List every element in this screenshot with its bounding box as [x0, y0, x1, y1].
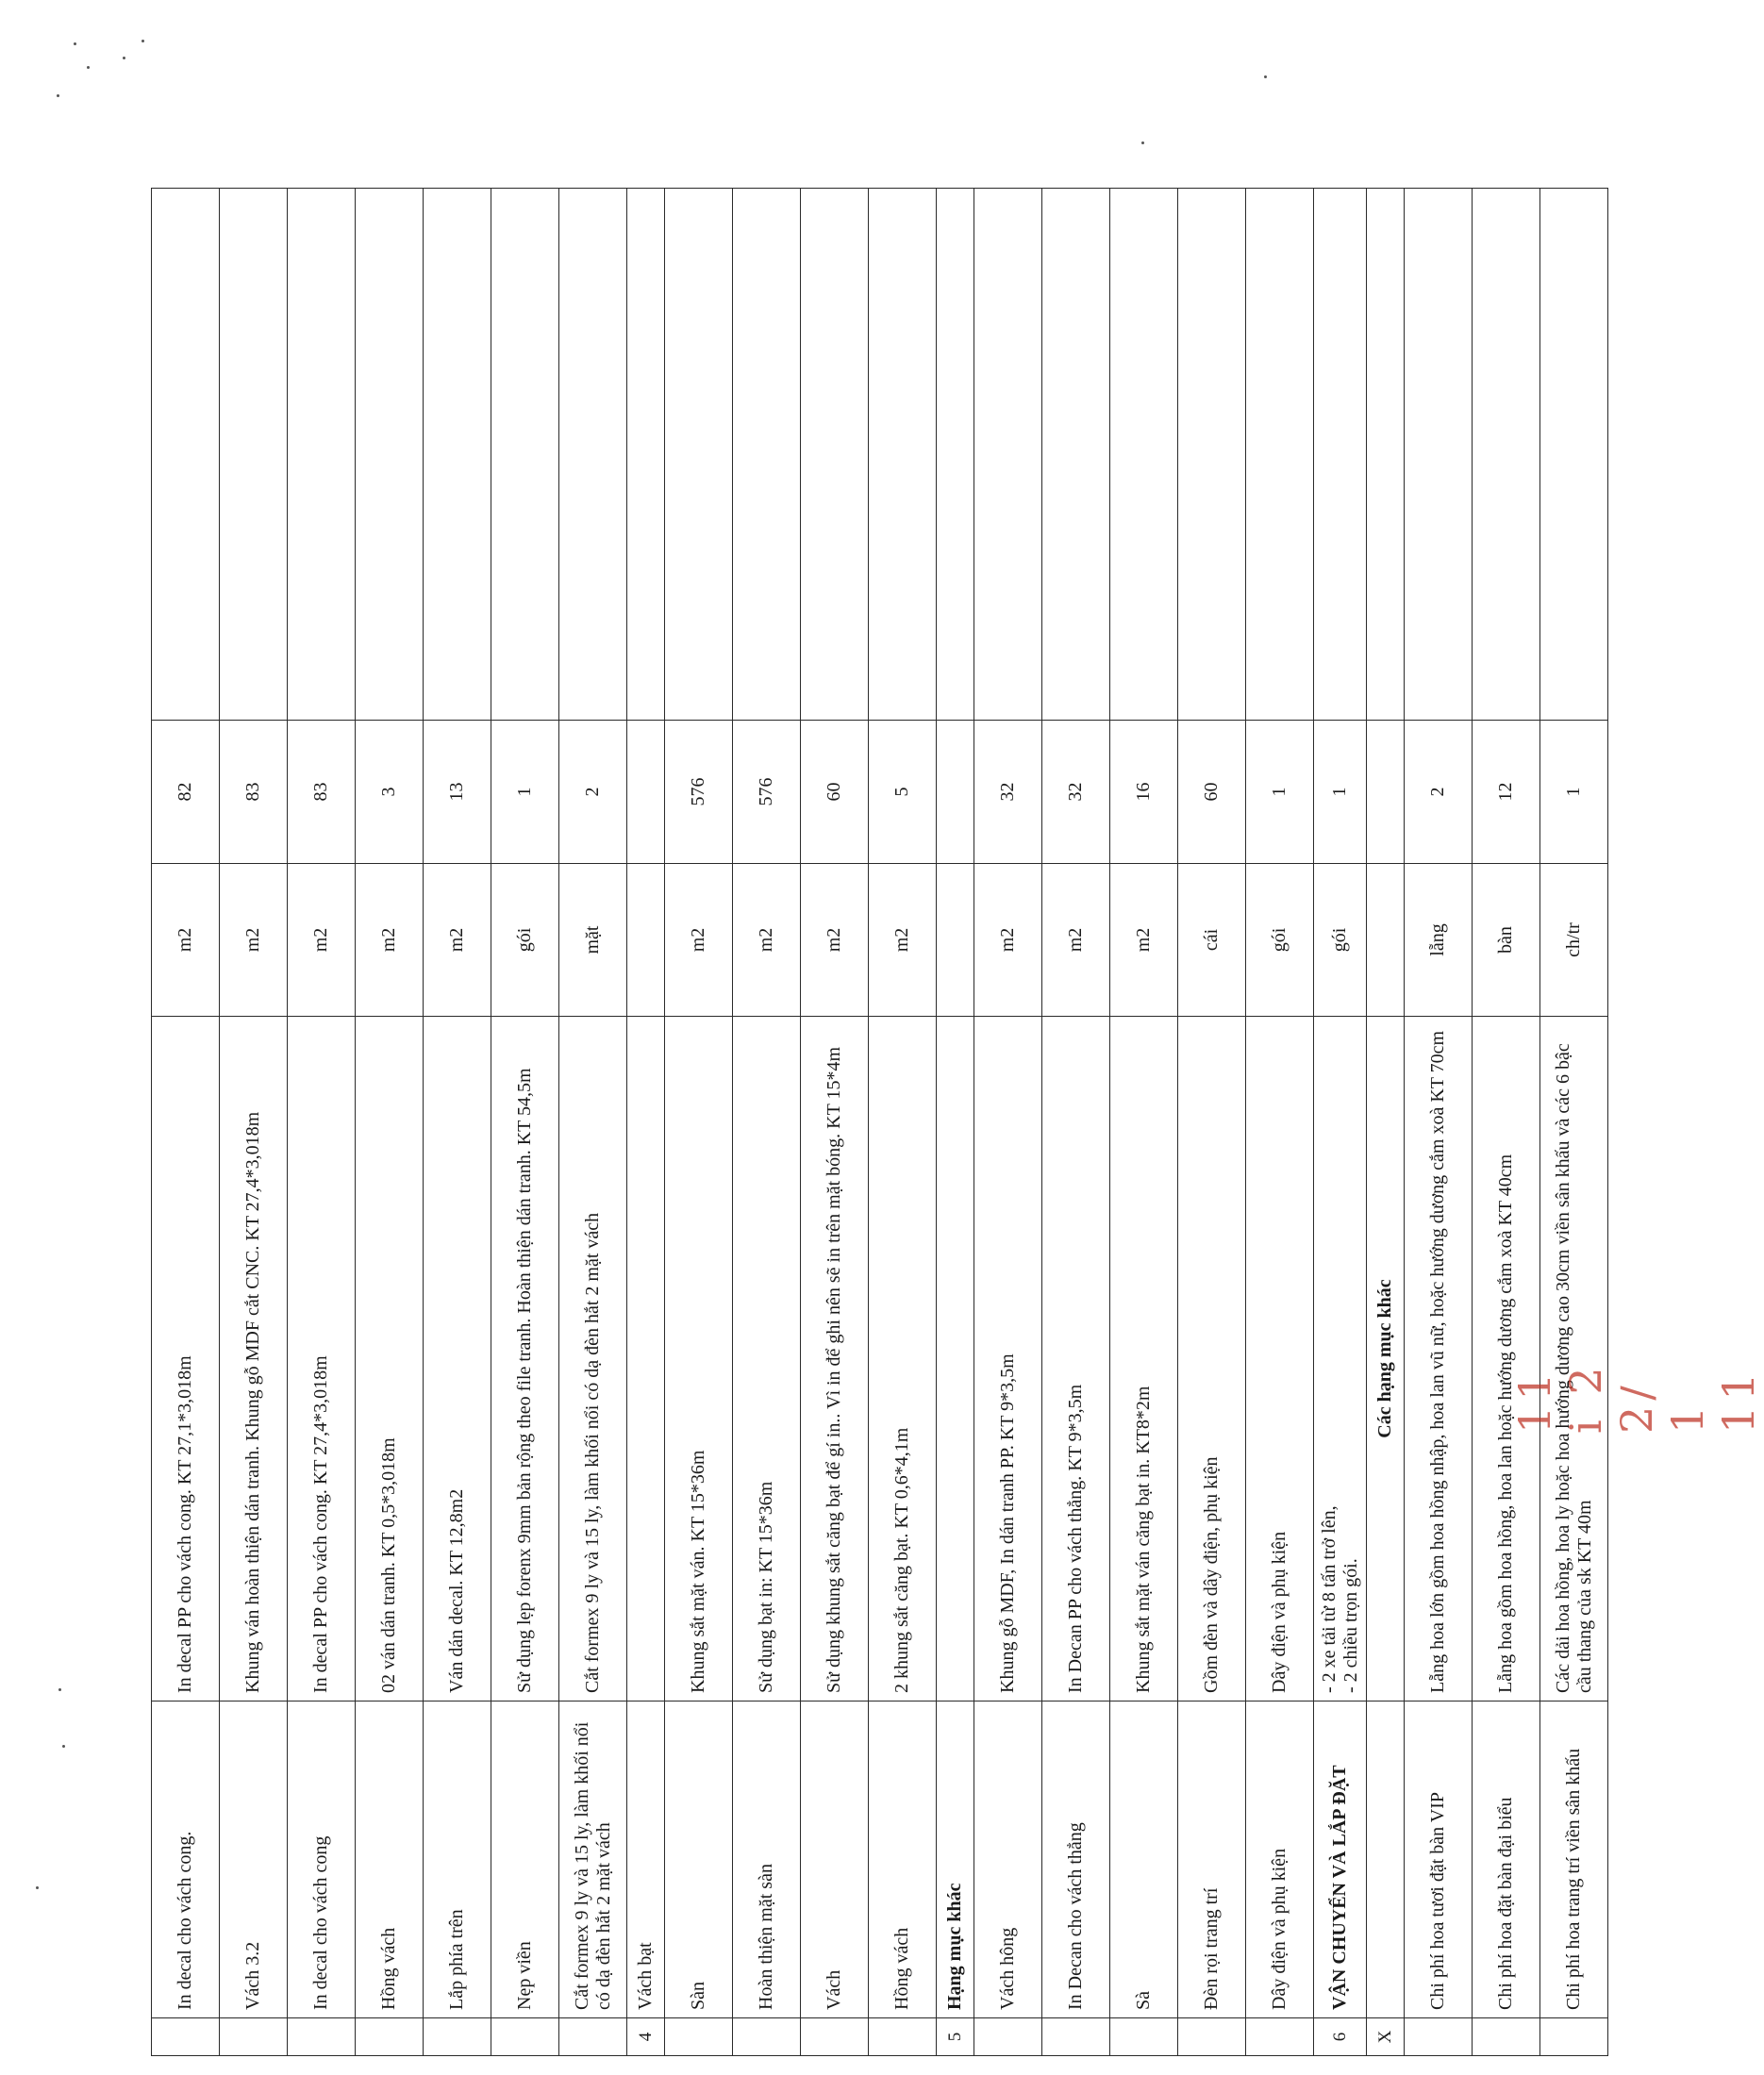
item-name-cell: Sàn: [665, 1702, 733, 2018]
table-row: [1405, 189, 1473, 2056]
item-description-cell: Khung ván hoàn thiện dán tranh. Khung gỗ MDF cắt CNC. KT 27,4*3,018m: [220, 1017, 288, 1702]
row-number-cell: [220, 2018, 288, 2056]
item-description-cell: Ván dán decal. KT 12,8m2: [424, 1017, 491, 1702]
row-number-cell: X: [1367, 2018, 1405, 2056]
row-number-cell: [1540, 2018, 1608, 2056]
note-cell: [1405, 189, 1473, 721]
item-name-cell: Sà: [1110, 1702, 1178, 2018]
table-row: [1110, 189, 1178, 2056]
item-name-cell: In decal cho vách cong.: [152, 1702, 220, 2018]
item-description-cell: Các dải hoa hồng, hoa ly hoặc hoa hướng dương cao 30cm viền sân khấu và các 6 bậc cầu thang của sk KT 40m: [1540, 1017, 1608, 1702]
row-number-cell: 5: [937, 2018, 974, 2056]
unit-cell: [1367, 864, 1405, 1017]
unit-cell: ch/tr: [1540, 864, 1608, 1017]
note-cell: [1110, 189, 1178, 721]
item-name-cell: Hồng vách: [356, 1702, 424, 2018]
note-cell: [1246, 189, 1314, 721]
quantity-cell: 13: [424, 721, 491, 864]
unit-cell: m2: [974, 864, 1042, 1017]
quantity-cell: 12: [1473, 721, 1540, 864]
unit-cell: m2: [665, 864, 733, 1017]
row-number-cell: [1405, 2018, 1473, 2056]
row-number-cell: [665, 2018, 733, 2056]
table-row: [1178, 189, 1246, 2056]
row-number-cell: [974, 2018, 1042, 2056]
quantity-cell: 32: [1042, 721, 1110, 864]
quantity-cell: 60: [1178, 721, 1246, 864]
row-number-cell: [1042, 2018, 1110, 2056]
rotated-table-sheet: [151, 189, 1595, 2056]
item-description-cell: 2 khung sắt căng bạt. KT 0,6*4,1m: [869, 1017, 937, 1702]
note-cell: [1314, 189, 1367, 721]
item-description-cell: In decal PP cho vách cong. KT 27,1*3,018m: [152, 1017, 220, 1702]
row-number-cell: [1246, 2018, 1314, 2056]
quantity-cell: 83: [288, 721, 356, 864]
item-name-cell: Nẹp viền: [491, 1702, 559, 2018]
unit-cell: [937, 864, 974, 1017]
item-description-cell: Lẵng hoa gồm hoa hồng, hoa lan hoặc hướng dương cắm xoà KT 40cm: [1473, 1017, 1540, 1702]
quantity-cell: [937, 721, 974, 864]
quantity-cell: 82: [152, 721, 220, 864]
row-number-cell: [152, 2018, 220, 2056]
quantity-cell: [627, 721, 665, 864]
table-row: [869, 189, 937, 2056]
item-description-cell: 02 ván dán tranh. KT 0,5*3,018m: [356, 1017, 424, 1702]
item-description-cell: Sử dụng lẹp forenx 9mm bản rộng theo file tranh. Hoàn thiện dán tranh. KT 54,5m: [491, 1017, 559, 1702]
unit-cell: gói: [491, 864, 559, 1017]
item-name-cell: Vách: [801, 1702, 869, 2018]
table-row: [491, 189, 559, 2056]
handwritten-margin-note: 11 i 2 2/ 1 11: [1509, 1361, 1764, 1434]
row-number-cell: [1110, 2018, 1178, 2056]
table-row: [1540, 189, 1608, 2056]
item-description-cell: Sử dụng khung sắt căng bạt để gí in.. Vì in để ghi nên sẽ in trên mặt bóng. KT 15*4m: [801, 1017, 869, 1702]
unit-cell: [627, 864, 665, 1017]
quantity-cell: 1: [1540, 721, 1608, 864]
item-description-cell: Các hạng mục khác: [1367, 1017, 1405, 1702]
section-row: [1367, 189, 1405, 2056]
note-cell: [491, 189, 559, 721]
table-row: [559, 189, 627, 2056]
item-name-cell: [1367, 1702, 1405, 2018]
item-description-cell: [627, 1017, 665, 1702]
item-description-cell: In decal PP cho vách cong. KT 27,4*3,018m: [288, 1017, 356, 1702]
row-number-cell: [424, 2018, 491, 2056]
item-description-cell: Sử dụng bạt in: KT 15*36m: [733, 1017, 801, 1702]
quantity-cell: 3: [356, 721, 424, 864]
row-number-cell: [559, 2018, 627, 2056]
row-number-cell: 4: [627, 2018, 665, 2056]
item-name-cell: Chi phí hoa tươi đặt bàn VIP: [1405, 1702, 1473, 2018]
table-row: [974, 189, 1042, 2056]
note-cell: [937, 189, 974, 721]
unit-cell: lẵng: [1405, 864, 1473, 1017]
unit-cell: mặt: [559, 864, 627, 1017]
table-row: [733, 189, 801, 2056]
unit-cell: m2: [801, 864, 869, 1017]
table-row: [288, 189, 356, 2056]
table-row: [356, 189, 424, 2056]
row-number-cell: [869, 2018, 937, 2056]
unit-cell: bàn: [1473, 864, 1540, 1017]
item-name-cell: Hồng vách: [869, 1702, 937, 2018]
item-name-cell: Cắt formex 9 ly và 15 ly, làm khối nổi có dạ đèn hắt 2 mặt vách: [559, 1702, 627, 2018]
item-name-cell: In Decan cho vách thẳng: [1042, 1702, 1110, 2018]
row-number-cell: [733, 2018, 801, 2056]
note-cell: [1042, 189, 1110, 721]
row-number-cell: [356, 2018, 424, 2056]
row-number-cell: [288, 2018, 356, 2056]
row-number-cell: [1178, 2018, 1246, 2056]
unit-cell: m2: [869, 864, 937, 1017]
unit-cell: gói: [1314, 864, 1367, 1017]
note-cell: [1540, 189, 1608, 721]
unit-cell: m2: [288, 864, 356, 1017]
note-cell: [152, 189, 220, 721]
quantity-cell: 5: [869, 721, 937, 864]
table-row: [665, 189, 733, 2056]
row-number-cell: 6: [1314, 2018, 1367, 2056]
quantity-cell: 576: [733, 721, 801, 864]
table-row: [1246, 189, 1314, 2056]
row-number-cell: [801, 2018, 869, 2056]
section-row: [1314, 189, 1367, 2056]
unit-cell: m2: [356, 864, 424, 1017]
item-name-cell: Lắp phía trên: [424, 1702, 491, 2018]
table-row: [801, 189, 869, 2056]
quantity-cell: 60: [801, 721, 869, 864]
item-description-cell: Lẵng hoa lớn gồm hoa hồng nhập, hoa lan vũ nữ, hoặc hướng dương cắm xoà KT 70cm: [1405, 1017, 1473, 1702]
unit-cell: gói: [1246, 864, 1314, 1017]
note-cell: [733, 189, 801, 721]
quantity-cell: 32: [974, 721, 1042, 864]
item-name-cell: Hoàn thiện mặt sàn: [733, 1702, 801, 2018]
note-cell: [801, 189, 869, 721]
item-name-cell: In decal cho vách cong: [288, 1702, 356, 2018]
note-cell: [424, 189, 491, 721]
row-number-cell: [1473, 2018, 1540, 2056]
note-cell: [220, 189, 288, 721]
unit-cell: m2: [220, 864, 288, 1017]
note-cell: [288, 189, 356, 721]
note-cell: [1367, 189, 1405, 721]
item-name-cell: VẬN CHUYỂN VÀ LẮP ĐẶT: [1314, 1702, 1367, 2018]
quantity-cell: 2: [1405, 721, 1473, 864]
quantity-cell: 2: [559, 721, 627, 864]
item-name-cell: Vách hông: [974, 1702, 1042, 2018]
section-row: [937, 189, 974, 2056]
item-description-cell: In Decan PP cho vách thẳng. KT 9*3,5m: [1042, 1017, 1110, 1702]
item-name-cell: Chi phí hoa trang trí viền sân khấu: [1540, 1702, 1608, 2018]
table-row: [1042, 189, 1110, 2056]
cost-estimate-table: [151, 188, 1608, 2056]
item-name-cell: Hạng mục khác: [937, 1702, 974, 2018]
row-number-cell: [491, 2018, 559, 2056]
note-cell: [1178, 189, 1246, 721]
item-description-cell: Khung sắt mặt ván căng bạt in. KT8*2m: [1110, 1017, 1178, 1702]
note-cell: [869, 189, 937, 721]
unit-cell: m2: [1042, 864, 1110, 1017]
unit-cell: m2: [152, 864, 220, 1017]
quantity-cell: 1: [1314, 721, 1367, 864]
item-description-cell: Khung sắt mặt ván. KT 15*36m: [665, 1017, 733, 1702]
quantity-cell: 16: [1110, 721, 1178, 864]
note-cell: [1473, 189, 1540, 721]
item-name-cell: Vách bạt: [627, 1702, 665, 2018]
note-cell: [559, 189, 627, 721]
item-description-cell: Dây điện và phụ kiện: [1246, 1017, 1314, 1702]
item-name-cell: Vách 3.2: [220, 1702, 288, 2018]
item-description-cell: - 2 xe tải từ 8 tấn trở lên, - 2 chiều trọn gói.: [1314, 1017, 1367, 1702]
note-cell: [627, 189, 665, 721]
table-row: [424, 189, 491, 2056]
table-row: [152, 189, 220, 2056]
item-name-cell: Chi phí hoa đặt bàn đại biểu: [1473, 1702, 1540, 2018]
unit-cell: cái: [1178, 864, 1246, 1017]
quantity-cell: 1: [1246, 721, 1314, 864]
item-name-cell: Đèn rọi trang trí: [1178, 1702, 1246, 2018]
quantity-cell: 1: [491, 721, 559, 864]
note-cell: [974, 189, 1042, 721]
note-cell: [665, 189, 733, 721]
unit-cell: m2: [424, 864, 491, 1017]
unit-cell: m2: [733, 864, 801, 1017]
quantity-cell: [1367, 721, 1405, 864]
section-row: [627, 189, 665, 2056]
item-description-cell: [937, 1017, 974, 1702]
quantity-cell: 576: [665, 721, 733, 864]
table-body: [152, 189, 1608, 2056]
quantity-cell: 83: [220, 721, 288, 864]
item-description-cell: Khung gỗ MDF, In dán tranh PP. KT 9*3,5m: [974, 1017, 1042, 1702]
table-row: [220, 189, 288, 2056]
item-description-cell: Gồm đèn và dây điện, phụ kiện: [1178, 1017, 1246, 1702]
item-name-cell: Dây điện và phụ kiện: [1246, 1702, 1314, 2018]
table-row: [1473, 189, 1540, 2056]
item-description-cell: Cắt formex 9 ly và 15 ly, làm khối nổi có dạ đèn hắt 2 mặt vách: [559, 1017, 627, 1702]
unit-cell: m2: [1110, 864, 1178, 1017]
note-cell: [356, 189, 424, 721]
